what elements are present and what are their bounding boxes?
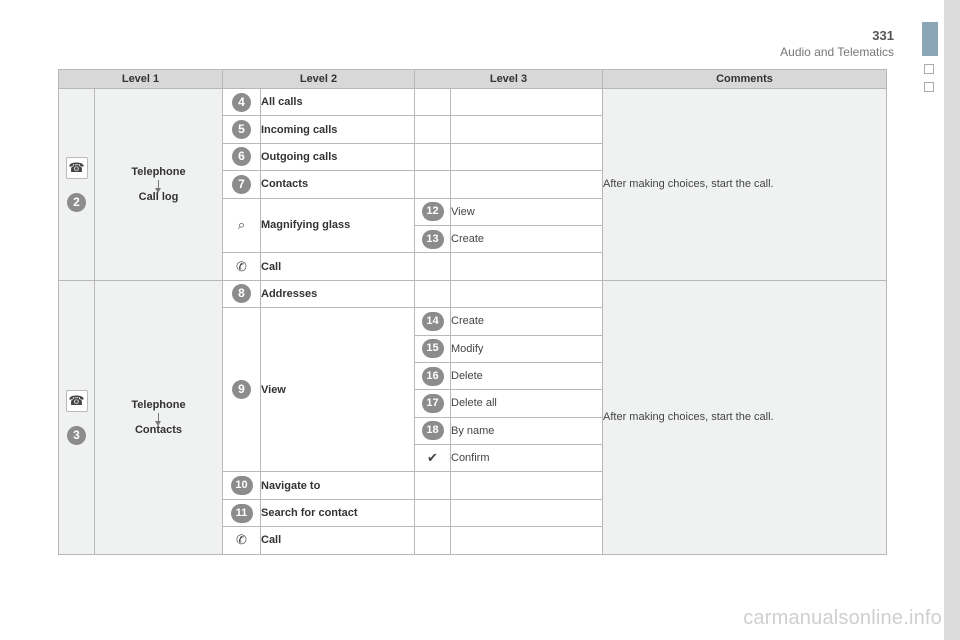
level2-marker-cell <box>223 280 261 307</box>
step-badge: 14 <box>422 312 444 331</box>
level1-menu-cell <box>95 280 223 554</box>
step-badge: 17 <box>422 394 444 413</box>
level3-marker-cell <box>415 417 451 444</box>
step-badge: 13 <box>422 230 444 249</box>
level3-marker-cell <box>415 308 451 335</box>
arrow-down-icon <box>158 180 159 189</box>
level2-label: Call <box>261 253 415 280</box>
step-badge: 6 <box>232 147 251 166</box>
level3-label <box>451 143 603 170</box>
level2-label: All calls <box>261 89 415 116</box>
menu-title: Telephone <box>131 398 186 411</box>
comment-cell: After making choices, start the call. <box>603 89 887 281</box>
level3-label <box>451 89 603 116</box>
level3-marker-cell <box>415 472 451 499</box>
phone-icon: ☎ <box>66 390 88 412</box>
level1-menu-cell <box>95 89 223 281</box>
page-tab-marker <box>922 22 938 56</box>
watermark: carmanualsonline.info <box>743 607 942 629</box>
comment-cell: After making choices, start the call. <box>603 280 887 554</box>
level3-marker-cell <box>415 89 451 116</box>
step-badge: 5 <box>232 120 251 139</box>
level3-marker-cell <box>415 362 451 389</box>
arrow-down-icon <box>158 413 159 422</box>
level2-label: Search for contact <box>261 499 415 526</box>
level3-marker-cell <box>415 225 451 252</box>
call-icon: ✆ <box>236 532 247 548</box>
table-row <box>59 280 887 307</box>
level2-marker-cell <box>223 116 261 143</box>
level3-marker-cell <box>415 390 451 417</box>
level3-label: Create <box>451 225 603 252</box>
level3-label: Delete all <box>451 390 603 417</box>
level3-label <box>451 472 603 499</box>
header-level3: Level 3 <box>415 70 603 89</box>
level2-marker-cell <box>223 143 261 170</box>
level3-label: Create <box>451 308 603 335</box>
step-badge: 15 <box>422 339 444 358</box>
header-comments: Comments <box>603 70 887 89</box>
level3-label: Modify <box>451 335 603 362</box>
level2-label: Incoming calls <box>261 116 415 143</box>
phone-icon: ☎ <box>66 157 88 179</box>
level2-marker-cell <box>223 253 261 280</box>
step-badge: 7 <box>232 175 251 194</box>
checkmark-icon: ✔ <box>427 450 438 466</box>
level3-marker-cell <box>415 143 451 170</box>
menu-table <box>58 69 887 555</box>
header-level1: Level 1 <box>59 70 223 89</box>
level3-label <box>451 116 603 143</box>
step-badge: 8 <box>232 284 251 303</box>
level3-label <box>451 527 603 554</box>
section-title: Audio and Telematics <box>780 45 894 59</box>
level3-marker-cell <box>415 335 451 362</box>
level2-label: Navigate to <box>261 472 415 499</box>
step-badge: 18 <box>422 421 444 440</box>
header-level2: Level 2 <box>223 70 415 89</box>
level2-label: View <box>261 308 415 472</box>
page-edge-bar <box>944 0 960 640</box>
step-badge: 16 <box>422 367 444 386</box>
level3-label: Delete <box>451 362 603 389</box>
level1-icon-cell <box>59 89 95 281</box>
submenu-title: Call log <box>138 190 179 203</box>
header-row <box>59 70 887 89</box>
magnifying-glass-icon: ⌕ <box>237 217 246 233</box>
level2-marker-cell <box>223 171 261 198</box>
level2-marker-cell <box>223 499 261 526</box>
table-row <box>59 89 887 116</box>
level3-label: View <box>451 198 603 225</box>
level3-marker-cell <box>415 171 451 198</box>
level2-marker-cell <box>223 527 261 554</box>
level2-marker-cell <box>223 198 261 253</box>
level3-marker-cell <box>415 280 451 307</box>
side-marker-square <box>924 64 934 74</box>
level3-label: Confirm <box>451 445 603 472</box>
call-icon: ✆ <box>236 258 247 274</box>
level3-marker-cell <box>415 499 451 526</box>
level3-label <box>451 280 603 307</box>
level2-label: Outgoing calls <box>261 143 415 170</box>
side-marker-square <box>924 82 934 92</box>
level2-marker-cell <box>223 308 261 472</box>
level3-marker-cell <box>415 527 451 554</box>
level3-label <box>451 171 603 198</box>
menu-title: Telephone <box>131 165 186 178</box>
level2-label: Magnifying glass <box>261 198 415 253</box>
level3-marker-cell <box>415 116 451 143</box>
level2-label: Contacts <box>261 171 415 198</box>
level3-marker-cell <box>415 445 451 472</box>
level3-marker-cell <box>415 198 451 225</box>
step-badge: 11 <box>231 504 253 523</box>
level2-marker-cell <box>223 472 261 499</box>
step-badge: 9 <box>232 380 251 399</box>
level1-icon-cell <box>59 280 95 554</box>
submenu-title: Contacts <box>134 423 183 436</box>
step-badge: 12 <box>422 202 444 221</box>
level3-label <box>451 499 603 526</box>
step-badge: 3 <box>67 426 86 445</box>
level3-marker-cell <box>415 253 451 280</box>
level2-marker-cell <box>223 89 261 116</box>
step-badge: 2 <box>67 193 86 212</box>
page-number: 331 <box>872 28 894 43</box>
step-badge: 10 <box>231 476 253 495</box>
level2-label: Call <box>261 527 415 554</box>
level3-label <box>451 253 603 280</box>
level3-label: By name <box>451 417 603 444</box>
step-badge: 4 <box>232 93 251 112</box>
level2-label: Addresses <box>261 280 415 307</box>
